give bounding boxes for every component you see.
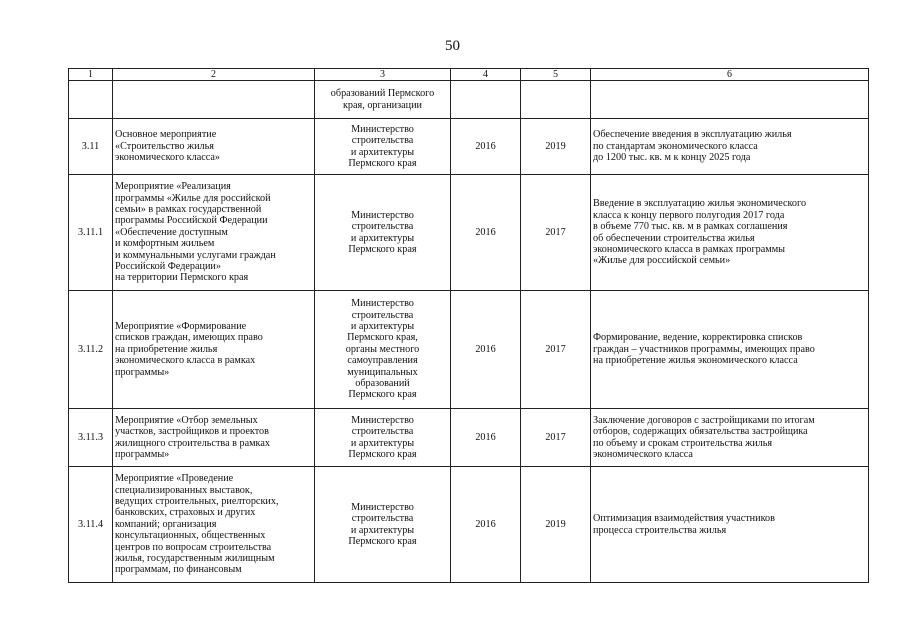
executor-cell-line: и архитектуры xyxy=(350,437,415,449)
executor-cell-line: образований Пермского xyxy=(330,88,435,100)
event-cell-line: программы» xyxy=(115,366,170,378)
executor-cell-line: Министерство xyxy=(351,501,414,513)
result-cell xyxy=(591,409,869,467)
result-cell-line: экономического класса xyxy=(593,448,693,460)
event-cell-line: программам, по финансовым xyxy=(115,564,242,576)
event-cell-line: семьи» в рамках государственной xyxy=(115,203,262,215)
result-cell-line: по объему и срокам строительства жилья xyxy=(593,437,773,449)
executor-cell-line: самоуправления xyxy=(347,355,418,367)
result-cell xyxy=(591,291,869,409)
executor-cell-line: Пермского края xyxy=(348,448,417,460)
event-cell xyxy=(113,119,315,175)
event-cell-line: центров по вопросам строительства xyxy=(115,541,272,553)
event-cell xyxy=(113,291,315,409)
event-cell-line: экономического класса» xyxy=(115,152,220,164)
item-number-cell: 3.11.4 xyxy=(69,467,113,583)
executor-cell-line: строительства xyxy=(351,309,414,321)
start-year-cell: 2016 xyxy=(451,467,521,583)
end-year-cell: 2017 xyxy=(521,409,591,467)
table-row xyxy=(69,81,869,119)
executor-cell-line: и архитектуры xyxy=(350,232,415,244)
event-cell-line: компаний; организация xyxy=(115,518,217,530)
event-cell-line: Мероприятие «Реализация xyxy=(115,181,231,193)
end-year-cell: 2017 xyxy=(521,291,591,409)
event-cell-line: Основное мероприятие xyxy=(115,129,217,141)
executor-cell xyxy=(315,119,451,175)
table-row xyxy=(69,291,869,409)
executor-cell xyxy=(315,467,451,583)
executor-cell-line: Пермского края, xyxy=(347,332,418,344)
table-row xyxy=(69,119,869,175)
event-cell-line: программы» xyxy=(115,448,170,460)
result-cell-line: об обеспечении строительства жилья xyxy=(593,232,755,244)
start-year-cell: 2016 xyxy=(451,409,521,467)
executor-cell xyxy=(315,175,451,291)
executor-cell-line: Министерство xyxy=(351,123,414,135)
executor-cell-line: строительства xyxy=(351,221,414,233)
page-number: 50 xyxy=(445,38,460,54)
column-number-row xyxy=(69,69,869,81)
event-cell-line: Мероприятие «Формирование xyxy=(115,320,247,332)
event-cell xyxy=(113,81,315,119)
event-cell-line: жилищного строительства в рамках xyxy=(115,437,270,449)
column-header: 2 xyxy=(113,69,315,81)
event-cell-line: участков, застройщиков и проектов xyxy=(115,426,269,438)
column-header: 3 xyxy=(315,69,451,81)
event-cell-line: жилья, государственным жилищным xyxy=(115,553,275,565)
result-cell-line: Введение в эксплуатацию жилья экономического xyxy=(593,198,807,210)
executor-cell-line: края, организации xyxy=(342,99,423,111)
event-cell-line: Мероприятие «Отбор земельных xyxy=(115,414,258,426)
executor-cell-line: и архитектуры xyxy=(350,320,415,332)
event-cell xyxy=(113,467,315,583)
item-number-cell: 3.11 xyxy=(69,119,113,175)
end-year-cell: 2019 xyxy=(521,119,591,175)
result-cell xyxy=(591,81,869,119)
event-cell-line: на приобретение жилья xyxy=(115,343,218,355)
executor-cell-line: Министерство xyxy=(351,209,414,221)
executor-cell-line: органы местного xyxy=(345,343,420,355)
result-cell-line: Обеспечение введения в эксплуатацию жилья xyxy=(593,129,792,141)
executor-cell-line: Пермского края xyxy=(348,243,417,255)
table-row xyxy=(69,175,869,291)
result-cell-line: класса к концу первого полугодия 2017 года xyxy=(593,209,785,221)
event-cell xyxy=(113,175,315,291)
event-cell xyxy=(113,409,315,467)
event-cell-line: и коммунальными услугами граждан xyxy=(115,249,276,261)
start-year-cell: 2016 xyxy=(451,291,521,409)
end-year-cell: 2017 xyxy=(521,175,591,291)
result-cell xyxy=(591,175,869,291)
result-cell xyxy=(591,119,869,175)
column-header: 4 xyxy=(451,69,521,81)
event-cell-line: программы «Жилье для российской xyxy=(115,192,271,204)
event-cell-line: «Обеспечение доступным xyxy=(115,226,228,238)
result-cell-line: отборов, содержащих обязательства застройщика xyxy=(593,426,808,438)
column-header: 1 xyxy=(69,69,113,81)
event-cell-line: консультационных, общественных xyxy=(115,530,266,542)
result-cell-line: граждан – участников программы, имеющих право xyxy=(593,343,815,355)
executor-cell-line: Пермского края xyxy=(348,389,417,401)
executor-cell-line: Министерство xyxy=(351,298,414,310)
event-cell-line: ведущих строительных, риелторских, xyxy=(115,495,279,507)
event-cell-line: и комфортным жильем xyxy=(115,238,215,250)
executor-cell-line: Пермского края xyxy=(348,157,417,169)
event-cell-line: программы Российской Федерации xyxy=(115,215,268,227)
event-cell-line: на территории Пермского края xyxy=(115,272,249,284)
result-cell-line: Заключение договоров с застройщиками по итогам xyxy=(593,414,815,426)
executor-cell-line: и архитектуры xyxy=(350,524,415,536)
item-number-cell: 3.11.2 xyxy=(69,291,113,409)
event-cell-line: экономического класса в рамках xyxy=(115,355,256,367)
measures-table xyxy=(68,68,869,583)
result-cell-line: до 1200 тыс. кв. м к концу 2025 года xyxy=(593,152,751,164)
result-cell-line: Оптимизация взаимодействия участников xyxy=(593,513,775,525)
end-year-cell xyxy=(521,81,591,119)
executor-cell-line: образований xyxy=(355,378,410,390)
end-year-cell: 2019 xyxy=(521,467,591,583)
item-number-cell xyxy=(69,81,113,119)
result-cell xyxy=(591,467,869,583)
event-cell-line: Российской Федерации» xyxy=(115,261,221,273)
event-cell-line: списков граждан, имеющих право xyxy=(115,332,263,344)
executor-cell xyxy=(315,409,451,467)
executor-cell-line: Министерство xyxy=(351,414,414,426)
column-header: 5 xyxy=(521,69,591,81)
result-cell-line: Формирование, ведение, корректировка списков xyxy=(593,332,803,344)
executor-cell-line: строительства xyxy=(351,135,414,147)
start-year-cell xyxy=(451,81,521,119)
executor-cell-line: муниципальных xyxy=(347,366,418,378)
item-number-cell: 3.11.3 xyxy=(69,409,113,467)
executor-cell-line: строительства xyxy=(351,426,414,438)
executor-cell-line: и архитектуры xyxy=(350,146,415,158)
item-number-cell: 3.11.1 xyxy=(69,175,113,291)
result-cell-line: на приобретение жилья экономического класса xyxy=(593,355,798,367)
column-header: 6 xyxy=(591,69,869,81)
result-cell-line: в объеме 770 тыс. кв. м в рамках соглашения xyxy=(593,221,788,233)
event-cell-line: специализированных выставок, xyxy=(115,484,253,496)
executor-cell-line: строительства xyxy=(351,513,414,525)
result-cell-line: процесса строительства жилья xyxy=(593,524,727,536)
event-cell-line: банковских, страховых и других xyxy=(115,507,256,519)
result-cell-line: экономического класса в рамках программы xyxy=(593,243,785,255)
table-row xyxy=(69,467,869,583)
executor-cell-line: Пермского края xyxy=(348,535,417,547)
start-year-cell: 2016 xyxy=(451,175,521,291)
start-year-cell: 2016 xyxy=(451,119,521,175)
event-cell-line: Мероприятие «Проведение xyxy=(115,473,234,485)
executor-cell xyxy=(315,81,451,119)
event-cell-line: «Строительство жилья xyxy=(115,140,214,152)
table-row xyxy=(69,409,869,467)
executor-cell xyxy=(315,291,451,409)
result-cell-line: «Жилье для российской семьи» xyxy=(593,255,731,267)
result-cell-line: по стандартам экономического класса xyxy=(593,140,758,152)
